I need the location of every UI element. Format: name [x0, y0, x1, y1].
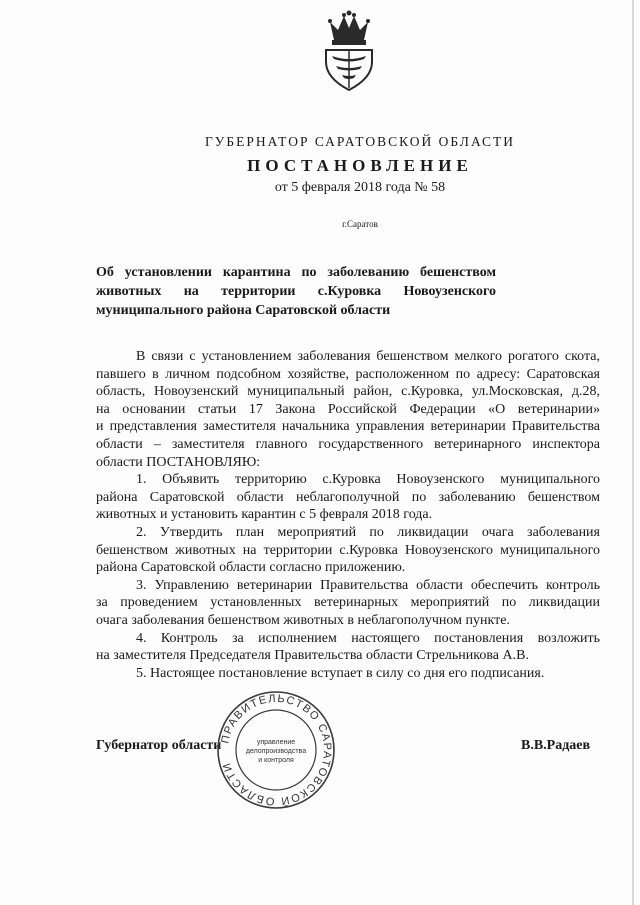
document-city: г.Саратов: [342, 219, 378, 229]
stamp-inner-line: и контроля: [258, 757, 294, 764]
body-line: на основании статьи 17 Закона Российской Федерации «О ветеринарии»: [96, 401, 600, 417]
body-line: очага заболевания бешенством животных в неблагополучном пункте.: [96, 612, 510, 628]
body-line: области – заместителя главного государственного ветеринарного инспектора: [96, 436, 600, 452]
scan-edge-line: [632, 0, 634, 905]
stamp-outer-text: ПРАВИТЕЛЬСТВО САРАТОВСКОЙ ОБЛАСТИ: [219, 692, 334, 808]
subject-line: животных на территории с.Куровка Новоузенского: [96, 284, 496, 299]
body-line: района Саратовской области неблагополучной по заболеванию бешенством: [96, 489, 600, 505]
body-line: 4. Контроль за исполнением настоящего постановления возложить: [136, 630, 600, 646]
body-line: и представления заместителя начальника управления ветеринарии Правительства: [96, 419, 600, 435]
document-subject: [96, 263, 496, 320]
body-line: за проведением установленных ветеринарных мероприятий по ликвидации: [96, 595, 600, 611]
body-line: павшего в личном подсобном хозяйстве, расположенном по адресу: Саратовская: [96, 366, 600, 382]
subject-line: муниципального района Саратовской области: [96, 303, 391, 318]
body-line: 1. Объявить территорию с.Куровка Новоузенского муниципального: [136, 472, 600, 488]
subject-line: Об установлении карантина по заболеванию бешенством: [96, 265, 496, 280]
stamp-inner-line: делопроизводства: [245, 748, 307, 755]
body-line: 5. Настоящее постановление вступает в силу со дня его подписания.: [136, 665, 545, 681]
body-line: 2. Утвердить план мероприятий по ликвидации очага заболевания: [136, 524, 600, 540]
stamp-inner-line: управление: [256, 739, 296, 746]
body-line: область, Новоузенский муниципальный район, с.Куровка, ул.Московская, д.28,: [96, 384, 600, 400]
official-seal-stamp: [214, 688, 338, 812]
signatory-title: Губернатор области: [96, 738, 222, 753]
coat-of-arms-crown-icon: [314, 10, 384, 92]
body-line: В связи с установлением заболевания бешенством мелкого рогатого скота,: [136, 349, 600, 364]
document-date-number: от 5 февраля 2018 года № 58: [274, 180, 446, 195]
body-line: 3. Управлению ветеринарии Правительства области обеспечить контроль: [136, 577, 600, 593]
issuing-authority: ГУБЕРНАТОР САРАТОВСКОЙ ОБЛАСТИ: [204, 134, 516, 149]
document-type-title: ПОСТАНОВЛЕНИЕ: [247, 156, 473, 175]
body-line: на заместителя Председателя Правительства области Стрельникова А.В.: [96, 648, 529, 664]
body-line: бешенством животных на территории с.Куровка Новоузенского муниципального: [96, 542, 600, 558]
signatory-name: В.В.Радаев: [521, 738, 591, 753]
body-line: района Саратовской области согласно приложению.: [96, 560, 406, 576]
document-body: [96, 348, 600, 682]
body-line: животных и установить карантин с 5 февраля 2018 года.: [96, 507, 433, 523]
body-line: области ПОСТАНОВЛЯЮ:: [96, 454, 261, 470]
